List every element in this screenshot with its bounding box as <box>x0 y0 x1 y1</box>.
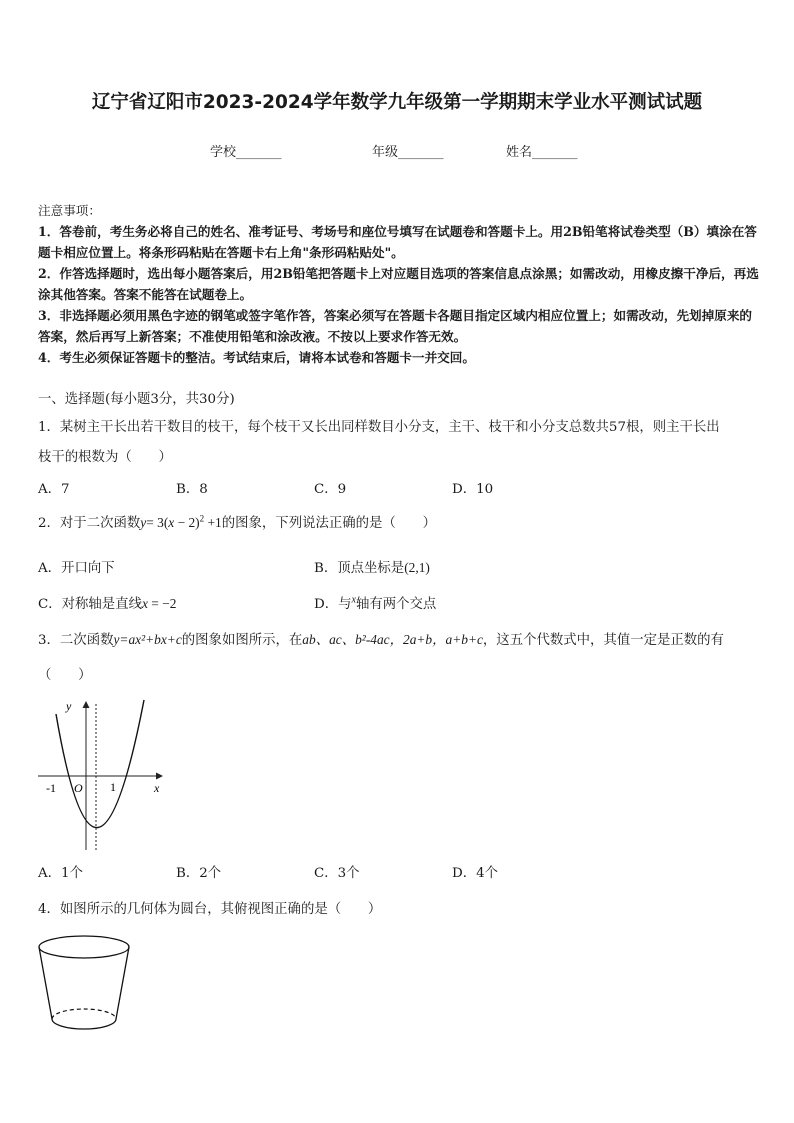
notes-heading: 注意事项： <box>38 203 101 218</box>
q2-option-d <box>314 593 436 612</box>
q1-option-a: A．7 <box>38 482 70 497</box>
q3-option-a: A．1个 <box>38 866 83 881</box>
y-axis-label: y <box>66 699 72 713</box>
q4-stem: 4．如图所示的几何体为圆台，其俯视图正确的是（ ） <box>38 902 382 917</box>
q2-option-c <box>38 593 176 612</box>
q2-formula-x: x <box>168 515 175 530</box>
q2-option-a: A．开口向下 <box>38 561 115 576</box>
q2-option-d-post: 轴有两个交点 <box>355 597 437 612</box>
q3-option-b: B．2个 <box>176 866 222 881</box>
grade-field: 年级_______ <box>372 145 444 160</box>
page-title: 辽宁省辽阳市2023-2024学年数学九年级第一学期期末学业水平测试试题 <box>91 92 703 113</box>
tick-label-one: 1 <box>110 780 116 794</box>
q3-prefix: 3．二次函数 <box>38 633 114 648</box>
x-axis-label: x <box>154 781 160 795</box>
q3-suffix: ，这五个代数式中，其值一定是正数的有 <box>482 633 724 648</box>
q3-formula: y=ax²+bx+c <box>113 632 182 647</box>
tick-label-neg-one: -1 <box>46 781 56 795</box>
q2-formula-end: +1 <box>204 515 222 530</box>
frustum-top-ellipse <box>39 936 129 958</box>
q3-exprs: ab、ac、b²-4ac，2a+b，a+b+c <box>302 632 483 647</box>
q2-option-b <box>314 557 430 576</box>
q2-suffix: 的图象，下列说法正确的是（ ） <box>221 516 436 531</box>
q3-line2: （ ） <box>38 668 92 683</box>
frustum-bottom-front <box>52 1019 116 1029</box>
origin-label: O <box>74 781 83 795</box>
q2-option-d-x: x <box>351 594 356 606</box>
q2-option-b-math: (2,1) <box>404 560 430 575</box>
q2-option-b-text: B．顶点坐标是 <box>314 561 405 576</box>
parabola-curve <box>56 700 144 828</box>
note-item-3: 3．非选择题必须用黑色字迹的钢笔或签字笔作答，答案必须写在答题卡各题目指定区域内相应位置上；如需改动，先划掉原来的答案，然后再写上新答案；不准使用铅笔和涂改液。不按以上要求作答无效。 <box>38 308 753 344</box>
q1-option-b: B．8 <box>176 482 208 497</box>
q2-formula-rest: − 2) <box>174 515 200 530</box>
q4-frustum-figure <box>36 932 136 1034</box>
name-field: 姓名_______ <box>506 145 578 160</box>
q2-formula-y: y <box>140 515 147 530</box>
q1-line1: 1．某树主干长出若干数目的枝干，每个枝干又长出同样数目小分支，主干、枝干和小分支总数共57根，则主干长出 <box>38 420 720 435</box>
note-item-1: 1．答卷前，考生务必将自己的姓名、准考证号、考场号和座位号填写在试题卷和答题卡上。用2B铅笔将试卷类型（B）填涂在答题卡相应位置上。将条形码粘贴在答题卡右上角"条形码粘贴处"。 <box>38 224 757 260</box>
q3-stem <box>38 629 724 648</box>
school-field: 学校_______ <box>210 145 282 160</box>
q2-option-c-x: x <box>141 596 148 611</box>
q2-option-d-pre: D．与 <box>314 597 352 612</box>
q2-formula-eq: = 3( <box>146 515 169 530</box>
q1-option-c: C．9 <box>314 482 347 497</box>
q3-parabola-graph <box>36 694 166 854</box>
q2-formula-sup: 2 <box>199 513 205 524</box>
frustum-right-edge <box>116 947 129 1019</box>
q1-line2: 枝干的根数为（ ） <box>38 450 172 465</box>
note-item-2: 2．作答选择题时，选出每小题答案后，用2B铅笔把答题卡上对应题目选项的答案信息点涂黑；如需改动，用橡皮擦干净后，再选涂其他答案。答案不能答在试题卷上。 <box>38 266 759 302</box>
q2-option-c-rest: = −2 <box>147 596 177 611</box>
frustum-left-edge <box>39 947 52 1019</box>
section-heading: 一、选择题(每小题3分，共30分) <box>38 392 235 407</box>
note-item-4: 4．考生必须保证答题卡的整洁。考试结束后，请将本试卷和答题卡一并交回。 <box>38 350 475 365</box>
q3-option-d: D．4个 <box>452 866 499 881</box>
q3-mid: 的图象如图所示，在 <box>181 633 303 648</box>
q2-option-c-text: C．对称轴是直线 <box>38 597 142 612</box>
frustum-bottom-back <box>52 1009 116 1019</box>
q1-option-d: D．10 <box>452 482 494 497</box>
q2-prefix: 2．对于二次函数 <box>38 516 141 531</box>
q2-stem <box>38 512 436 531</box>
q3-option-c: C．3个 <box>314 866 360 881</box>
